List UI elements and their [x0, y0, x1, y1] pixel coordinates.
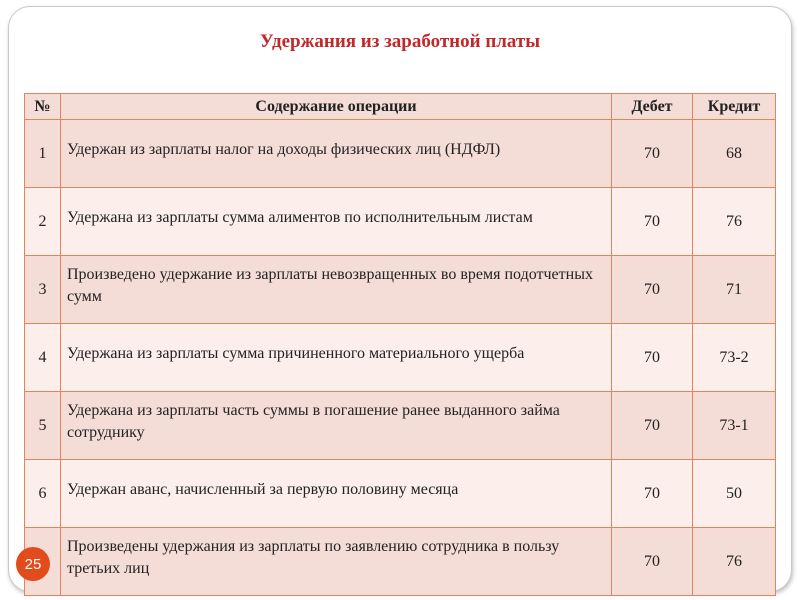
table-row	[25, 460, 776, 528]
row-debit: 70	[612, 528, 693, 596]
header-num: №	[25, 94, 61, 120]
row-num: 1	[25, 120, 61, 188]
row-credit: 71	[693, 256, 776, 324]
row-num: 2	[25, 188, 61, 256]
row-debit: 70	[612, 256, 693, 324]
table-row	[25, 528, 776, 596]
row-credit: 76	[693, 188, 776, 256]
header-description: Содержание операции	[61, 94, 612, 120]
row-num: 6	[25, 460, 61, 528]
slide-title: Удержания из заработной платы	[259, 31, 541, 52]
row-description: Удержана из зарплаты часть суммы в погашение ранее выданного займа сотруднику	[61, 392, 612, 460]
row-debit: 70	[612, 324, 693, 392]
row-credit: 76	[693, 528, 776, 596]
row-description: Удержан аванс, начисленный за первую половину месяца	[61, 460, 612, 528]
row-description: Удержана из зарплаты сумма алиментов по исполнительным листам	[61, 188, 612, 256]
row-num: 5	[25, 392, 61, 460]
header-debit: Дебет	[612, 94, 693, 120]
row-description: Удержана из зарплаты сумма причиненного материального ущерба	[61, 324, 612, 392]
row-credit: 50	[693, 460, 776, 528]
row-credit: 73-1	[693, 392, 776, 460]
table-header-row	[25, 94, 776, 120]
row-description: Произведено удержание из зарплаты невозвращенных во время подотчетных сумм	[61, 256, 612, 324]
row-num: 4	[25, 324, 61, 392]
table-row	[25, 188, 776, 256]
table-row	[25, 256, 776, 324]
row-credit: 68	[693, 120, 776, 188]
row-num: 3	[25, 256, 61, 324]
row-debit: 70	[612, 460, 693, 528]
row-debit: 70	[612, 392, 693, 460]
table-row	[25, 392, 776, 460]
header-credit: Кредит	[693, 94, 776, 120]
page-number-badge: 25	[16, 547, 50, 581]
row-debit: 70	[612, 188, 693, 256]
table-row	[25, 120, 776, 188]
row-description: Удержан из зарплаты налог на доходы физических лиц (НДФЛ)	[61, 120, 612, 188]
table-row	[25, 324, 776, 392]
row-credit: 73-2	[693, 324, 776, 392]
row-debit: 70	[612, 120, 693, 188]
row-description: Произведены удержания из зарплаты по заявлению сотрудника в пользу третьих лиц	[61, 528, 612, 596]
operations-table	[24, 93, 776, 596]
